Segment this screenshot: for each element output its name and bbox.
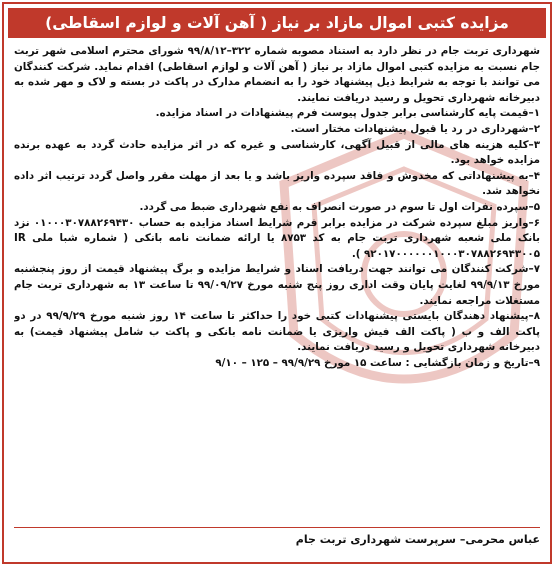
signature-line: عباس محرمی– سرپرست شهرداری تربت جام <box>295 533 540 546</box>
condition-item: ۶–واریز مبلغ سپرده شرکت در مزایده برابر فرم شرایط اسناد مزایده به حساب ۰۱۰۰۰۳۰۷۸۸۲۶۹۴۳۰ نزد بانک ملی شعبه شهرداری تربت جام به کد ۸۷۵۳ یا ارائه ضمانت نامه بانکی ( شماره شبا ملی IR ۹۲۰۱۷۰۰۰۰۰۰۱۰۰۰۳۰۷۸۸۲۶۹۴۳۰۰۵ ). <box>14 216 540 260</box>
condition-item: ۴–به پیشنهاداتی که مخدوش و فاقد سپرده واریز باشد و یا بعد از مهلت مقرر واصل گردد ترتیب اثر داده نخواهد شد. <box>14 169 540 198</box>
notice-title: مزایده کتبی اموال مازاد بر نیاز ( آهن آلات و لوازم اسقاطی) <box>45 14 509 32</box>
notice-frame <box>2 2 552 564</box>
footer-divider <box>14 527 540 528</box>
notice-body <box>14 44 540 526</box>
condition-item: ۲–شهرداری در رد یا قبول پیشنهادات مختار است. <box>290 122 540 135</box>
condition-item: ۳–کلیه هزینه های مالی از قبیل آگهی، کارشناسی و غیره که در اثر مزایده حادث گردد به عهده برنده مزایده خواهد بود. <box>14 138 540 167</box>
condition-item: ۵–سپرده نفرات اول تا سوم در صورت انصراف به نفع شهرداری ضبط می گردد. <box>139 200 540 213</box>
condition-item: ۸–پیشنهاد دهندگان بایستی پیشنهادات کتبی خود را حداکثر تا ساعت ۱۴ روز شنبه مورخ ۹۹/۹/۲۹ در دو پاکت الف و ب ( پاکت الف فیش واریزی یا ضمانت نامه بانکی و پاکت ب شامل پیشنهاد قیمت) به دبیرخانه شهرداری تحویل و رسید دریافت نمایند. <box>14 310 540 354</box>
intro-paragraph: شهرداری تربت جام در نظر دارد به استناد مصوبه شماره ۳۲۲–۹۹/۸/۱۲ شورای محترم اسلامی شهر تربت جام نسبت به مزایده کتبی اموال مازاد بر نیاز ( آهن آلات و لوازم اسقاطی) اقدام نماید. شرکت کنندگان می توانند با توجه به شرایط ذیل پیشنهاد خود را به انضمام مدارک در پاکت در بسته و لاک و مهر شده به دبیرخانه شهرداری تحویل و رسید دریافت نمایند. <box>14 45 540 104</box>
condition-item: ۹–تاریخ و زمان بازگشایی : ساعت ۱۵ مورخ ۹۹/۹/۲۹ – ۱۲۵ – ۹/۱۰ <box>215 356 540 369</box>
notice-header <box>8 8 546 38</box>
condition-item: ۱–قیمت پایه کارشناسی برابر جدول پیوست فرم پیشنهادات در اسناد مزایده. <box>155 107 540 120</box>
condition-item: ۷–شرکت کنندگان می توانند جهت دریافت اسناد و شرایط مزایده و برگ پیشنهاد قیمت از روز پنجشنبه مورخ ۹۹/۹/۱۳ لغایت پایان وقت اداری روز پنج شنبه مورخ ۹۹/۰۹/۲۷ تا ساعت ۱۳ به شهرداری تربت جام مستغلات مراجعه نمایند. <box>14 263 540 307</box>
